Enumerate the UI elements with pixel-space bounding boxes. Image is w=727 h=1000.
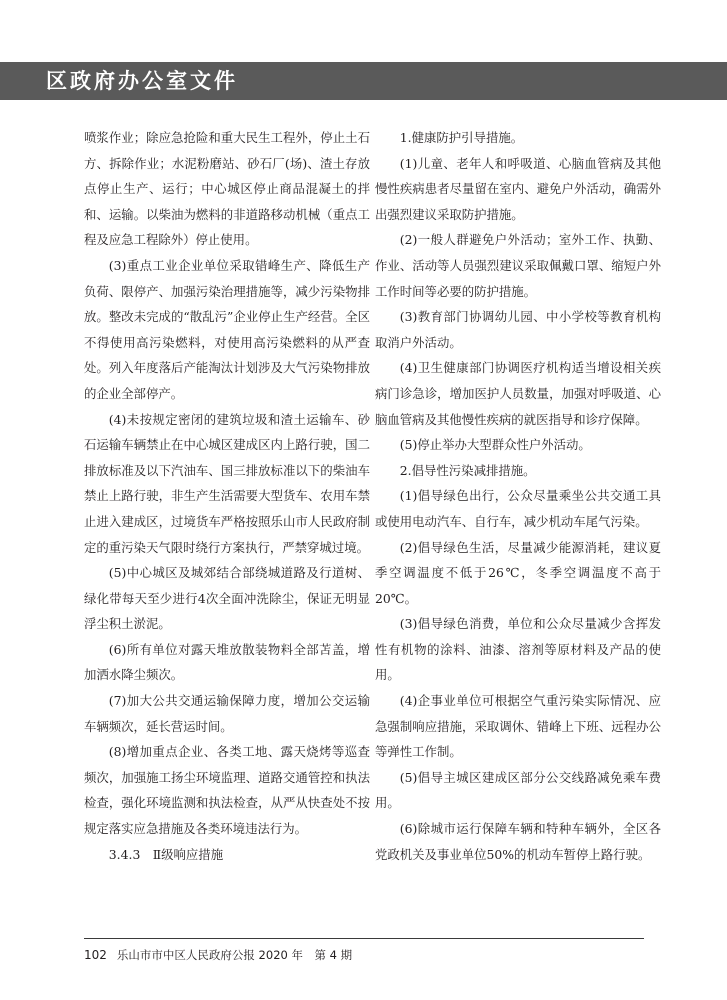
- publication-title: 乐山市市中区人民政府公报 2020 年 第 4 期: [116, 948, 353, 962]
- left-column: [84, 125, 370, 867]
- paragraph: (7)加大公共交通运输保障力度，增加公交运输车辆频次，延长营运时间。: [84, 693, 370, 734]
- footer-divider: [84, 938, 644, 939]
- paragraph: (5)中心城区及城郊结合部绕城道路及行道树、绿化带每天至少进行4次全面冲洗除尘，保证无明显浮尘积土淤泥。: [84, 565, 370, 632]
- banner-title: 区政府办公室文件: [46, 69, 238, 93]
- paragraph: (5)停止举办大型群众性户外活动。: [399, 437, 591, 453]
- page-number: 102: [84, 948, 107, 962]
- header-banner: [0, 62, 727, 100]
- paragraph: (2)倡导绿色生活，尽量减少能源消耗，建议夏季空调温度不低于26℃，冬季空调温度不高于20℃。: [375, 539, 661, 606]
- section-heading: 1.健康防护引导措施。: [399, 130, 524, 145]
- paragraph: (6)除城市运行保障车辆和特种车辆外，全区各党政机关及事业单位50%的机动车暂停上路行驶。: [375, 821, 661, 862]
- paragraph: (1)儿童、老年人和呼吸道、心脑血管病及其他慢性疾病患者尽量留在室内、避免户外活动，确需外出强烈建议采取防护措施。: [375, 155, 661, 222]
- paragraph: (5)倡导主城区建成区部分公交线路减免乘车费用。: [375, 769, 661, 811]
- paragraph: (3)教育部门协调幼儿园、中小学校等教育机构取消户外活动。: [375, 309, 661, 350]
- paragraph: (4)卫生健康部门协调医疗机构适当增设相关疾病门诊急诊，增加医护人员数量，加强对呼吸道、心脑血管病及其他慢性疾病的就医指导和诊疗保障。: [375, 360, 661, 427]
- section-heading: 3.4.3 Ⅱ级响应措施: [108, 846, 224, 862]
- paragraph: (4)未按规定密闭的建筑垃圾和渣土运输车、砂石运输车辆禁止在中心城区建成区内上路行驶，国二排放标准及以下汽油车、国三排放标准以下的柴油车禁止上路行驶，非生产生活需要大型货车、农用车禁止进入建成区，过境货车严格按照乐山市人民政府制定的重污染天气限时绕行方案执行，严禁穿城过境。: [84, 411, 370, 555]
- paragraph: (1)倡导绿色出行，公众尽量乘坐公共交通工具或使用电动汽车、自行车，减少机动车尾气污染。: [375, 488, 661, 529]
- paragraph: 喷浆作业；除应急抢险和重大民生工程外，停止土石方、拆除作业；水泥粉磨站、砂石厂(场)、渣土存放点停止生产、运行；中心城区停止商品混凝土的拌和、运输。以柴油为燃料的非道路移动机械（重点工程及应急工程除外）停止使用。: [84, 130, 370, 248]
- page-footer: [84, 946, 352, 964]
- paragraph: (4)企事业单位可根据空气重污染实际情况、应急强制响应措施，采取调休、错峰上下班、远程办公等弹性工作制。: [375, 693, 661, 760]
- paragraph: (2)一般人群避免户外活动；室外工作、执勤、作业、活动等人员强烈建议采取佩戴口罩、缩短户外工作时间等必要的防护措施。: [375, 232, 661, 299]
- paragraph: (8)增加重点企业、各类工地、露天烧烤等巡查频次，加强施工扬尘环境监理、道路交通管控和执法检查，强化环境监测和执法检查，从严从快查处不按规定落实应急措施及各类环境违法行为。: [84, 744, 370, 837]
- paragraph: (3)重点工业企业单位采取错峰生产、降低生产负荷、限停产、加强污染治理措施等，减少污染物排放。整改未完成的“散乱污”企业停止生产经营。全区不得使用高污染燃料，对使用高污染燃料的从严查处。列入年度落后产能淘汰计划涉及大气污染物排放的企业全部停产。: [84, 257, 370, 401]
- right-column: [375, 125, 661, 867]
- paragraph: (3)倡导绿色消费，单位和公众尽量减少含挥发性有机物的涂料、油漆、溶剂等原材料及产品的使用。: [375, 616, 661, 683]
- paragraph: (6)所有单位对露天堆放散装物料全部苫盖，增加洒水降尘频次。: [84, 641, 370, 683]
- section-heading: 2.倡导性污染减排措施。: [399, 462, 536, 478]
